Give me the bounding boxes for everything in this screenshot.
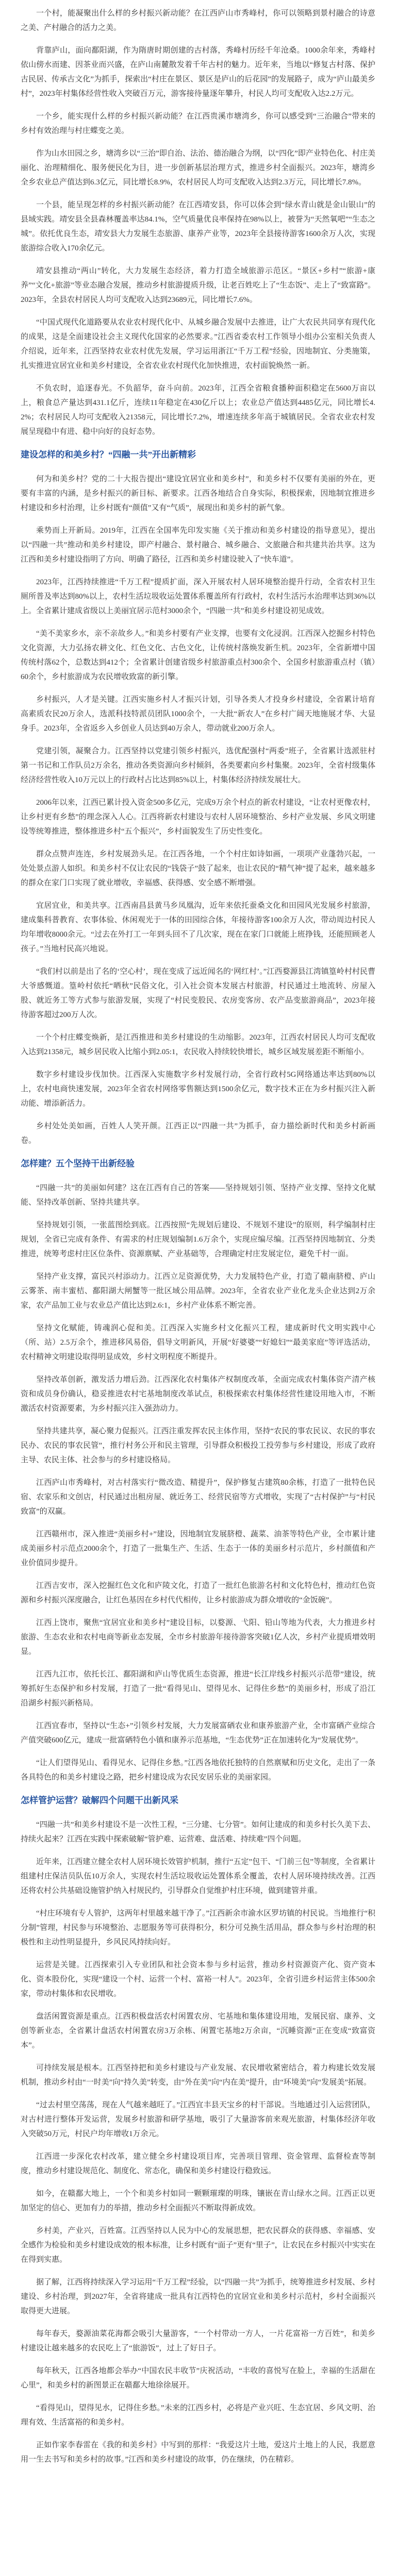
paragraph: 一个村，能凝聚出什么样的乡村振兴新动能？在江西庐山市秀峰村，你可以领略到景村融合的诗意之美、产村融合的活力之美。 (21, 9, 375, 32)
paragraph: 作为山水田园之乡，塘湾乡以“三治”即自治、法治、德治融合为纲，以“四化”即产业特色化、村庄美丽化、治理精细化、服务便民化为目，进一步创新基层治理方式，推进乡村全面振兴。2023年，塘湾乡全乡农业总产值达到6.3亿元，同比增长8.9%，农村居民人均可支配收入达到2.3万元，同比增长7.8%。 (21, 149, 375, 187)
section-heading: 建设怎样的和美乡村？“四融一共”开出新精彩 (21, 450, 196, 460)
paragraph: 据了解，江西将持续深入学习运用“千万工程”经验，以“四融一共”为抓手，统筹推进乡村发展、乡村建设、乡村治理，到2027年，全省将建成一批具有江西特色的宜居宜业和美乡村示范村，乡村全面振兴取得更大进展。 (21, 2278, 375, 2315)
paragraph: 群众点赞声连连，乡村发展劲头足。在江西各地，一个个村庄如诗如画，一项项产业蓬勃兴起，一处处景点游人如织。和美乡村不仅让农民的“钱袋子”鼓了起来，也让农民的“精气神”提了起来，越来越多的群众在家门口实现了就业增收，幸福感、获得感、安全感不断增强。 (21, 850, 375, 887)
paragraph: 坚持产业支撑，富民兴村添动力。江西立足资源优势，大力发展特色产业，打造了赣南脐橙、庐山云雾茶、南丰蜜桔、鄱阳湖大闸蟹等一批区域公用品牌。2023年，全省农业产业化龙头企业达到2万余家，农产品加工业与农业总产值比达到2.6:1，乡村产业体系不断完善。 (21, 1273, 375, 1310)
paragraph: 江西九江市，依托长江、鄱阳湖和庐山等优质生态资源，推进“长江岸线乡村振兴示范带”建设，统筹抓好生态保护和乡村发展，打造了一批“看得见山、望得见水、记得住乡愁”的美丽乡村，形成了沿江沿湖乡村振兴新格局。 (21, 1670, 375, 1707)
paragraph: “看得见山，望得见水，记得住乡愁。”未来的江西乡村，必将是产业兴旺、生态宜居、乡风文明、治理有效、生活富裕的和美乡村。 (21, 2404, 375, 2427)
paragraph: 盘活闲置资源是重点。江西积极盘活农村闲置农房、宅基地和集体建设用地，发展民宿、康养、文创等新业态，全省累计盘活农村闲置农房3万余栋、闲置宅基地2万余亩，“沉睡资源”正在变成“致富资本”。 (21, 2012, 375, 2049)
paragraph: 一个个村庄蝶变焕新，是江西推进和美乡村建设的生动缩影。2023年，江西农村居民人均可支配收入达到21358元，城乡居民收入比缩小到2.05:1，农民收入持续较快增长，城乡区域发展差距不断缩小。 (21, 1033, 375, 1056)
paragraph: “美不美家乡水，亲不亲故乡人。”和美乡村要有产业支撑，也要有文化浸润。江西深入挖掘乡村特色文化资源，大力弘扬农耕文化、红色文化、古色文化，让传统村落焕发新生机。2023年，全省新增中国传统村落62个，总数达到412个；全省累计创建省级乡村旅游重点村300余个、全国乡村旅游重点村（镇）60余个，乡村旅游成为农民增收致富的新引擎。 (21, 630, 375, 681)
paragraph: 一个县，能呈现怎样的乡村振兴新动能？在江西靖安县，你可以体会到“绿水青山就是金山银山”的县域实践。靖安县全县森林覆盖率达84.1%，空气质量优良率保持在98%以上，被誉为“天然氧吧”“生态之城”。依托优良生态，靖安县大力发展生态旅游、康养产业等，2023年全县接待游客1600余万人次，实现旅游综合收入170余亿元。 (21, 201, 375, 252)
paragraph: 江西进一步深化农村改革，建立健全乡村建设项目库，完善项目管理、资金管理、监督检查等制度，推动乡村建设规范化、制度化、常态化，确保和美乡村建设行稳致远。 (21, 2153, 375, 2175)
paragraph: “四融一共”和美乡村建设不是一次性工程，“三分建、七分管”。如何让建成的和美乡村长久美下去、持续火起来？江西在实践中探索破解“管护难、运营难、盘活难、持续难”四个问题。 (21, 1821, 375, 1843)
paragraph: 正如作家李春雷在《我的和美乡村》中写到的那样：“我爱这片土地，爱这片土地上的人民，我愿意用一生去书写和美乡村的故事。”江西和美乡村建设的故事，仍在继续，仍在精彩。 (21, 2441, 375, 2464)
paragraph: 党建引领，凝聚合力。江西坚持以党建引领乡村振兴，选优配强村“两委”班子，全省累计选派驻村第一书记和工作队员2万余名，推动各类资源向乡村倾斜，各类要素向乡村集聚。2023年，全省村级集体经济经营性收入10万元以上的行政村占比达到85%以上，村集体经济持续发展壮大。 (21, 747, 375, 784)
paragraph: 宜居宜业，和美共享。江西南昌县黄马乡凤凰沟，近年来依托蚕桑文化和田园风光发展乡村旅游，建成集科普教育、农事体验、休闲观光于一体的田园综合体，年接待游客100余万人次，带动周边村民人均年增收8000余元。“过去在外打工一年到头回不了几次家，现在在家门口就能上班挣钱，还能照顾老人孩子。”当地村民高兴地说。 (21, 902, 375, 953)
paragraph: 靖安县推动“两山”转化，大力发展生态经济，着力打造全域旅游示范区。“景区+乡村”“旅游+康养”“文化+旅游”等业态融合发展，推动乡村旅游提质升级，让老百姓吃上了“生态饭”、走上了“致富路”。2023年，全县农村居民人均可支配收入达到23689元，同比增长7.6%。 (21, 267, 375, 304)
paragraph: 2023年，江西持续推进“千万工程”提质扩面，深入开展农村人居环境整治提升行动，全省农村卫生厕所普及率达到80%以上，农村生活垃圾收运处置体系覆盖所有行政村，农村生活污水治理率达到36%以上。全省累计建成省级以上美丽宜居示范村3000余个，“四融一共”和美乡村建设初见成效。 (21, 578, 375, 615)
paragraph: “中国式现代化道路要从农业农村现代化中、从城乡融合发展中去推进，让广大农民共同享有现代化的成果，这是全面建设社会主义现代化国家的必然要求。”江西省委农村工作领导小组办公室相关负责人介绍说，近年来，江西坚持农业农村优先发展，学习运用浙江“千万工程”经验，因地制宜、分类施策，扎实推进宜居宜业和美乡村建设，全省农业农村现代化加快推进，农村面貌焕然一新。 (21, 318, 375, 370)
paragraph: 运营是关键。江西探索引入专业团队和社会资本参与乡村运营，推动乡村资源资产化、资产资本化、资本股份化，实现“建设一个村、运营一个村、富裕一村人”。2023年，全省引进乡村运营主体500余家，带动村集体和农民增收。 (21, 1961, 375, 1998)
paragraph: 可持续发展是根本。江西坚持把和美乡村建设与产业发展、农民增收紧密结合，着力构建长效发展机制，推动乡村由“一时美”向“持久美”转变，由“外在美”向“内在美”提升，由“环境美”向“发展美”拓展。 (21, 2064, 375, 2087)
paragraph: 背靠庐山，面向鄱阳湖，作为隋唐时期创建的古村落，秀峰村历经千年沧桑。1000余年来，秀峰村依山傍水而建、因茶业而兴盛，在庐山南麓散发着千年古村的魅力。近年来，当地以“修复古村落、保护古民居、传承古文化”为抓手，探索出“村庄在景区、景区是庐山的后花园”的发展路子，成为“庐山最美乡村”，2023年村集体经营性收入突破百万元，游客接待量逐年攀升，村民人均可支配收入达2.2万元。 (21, 46, 375, 98)
paragraph: 如今，在赣鄱大地上，一个个和美乡村如同一颗颗璀璨的明珠，镶嵌在青山绿水之间。江西正以更加坚定的信心、更加有力的举措，推动乡村全面振兴不断取得新成效。 (21, 2190, 375, 2212)
paragraph: 不负农时，追逐春光。不负韶华，奋斗向前。2023年，江西全省粮食播种面积稳定在5600万亩以上，粮食总产量达到431.1亿斤，连续11年稳定在430亿斤以上；农业总产值达到4485亿元，同比增长4.2%；农村居民人均可支配收入21358元，同比增长7.2%，增速连续多年高于城镇居民。全省农业农村发展呈现稳中有进、稳中向好的良好态势。 (21, 384, 375, 436)
paragraph: 乡村振兴，人才是关键。江西实施乡村人才振兴计划，引导各类人才投身乡村建设，全省累计培育高素质农民20万余人，选派科技特派员团队1000余个，一大批“新农人”在乡村广阔天地施展才华、大显身手。2023年，全省返乡入乡创业人员达到40万余人，带动就业200万余人。 (21, 696, 375, 733)
paragraph: “让人们望得见山、看得见水、记得住乡愁。”江西各地依托独特的自然禀赋和历史文化，走出了一条各具特色的和美乡村建设之路，把乡村建设成为农民安居乐业的美丽家园。 (21, 1759, 375, 1782)
paragraph: 江西庐山市秀峰村，对古村落实行“微改造、精提升”，保护修复古建筑80余栋，打造了一批特色民宿、农家乐和文创店，村民通过出租房屋、就近务工、经营民宿等方式增收，实现了“古村保护”与“村民致富”的双赢。 (21, 1479, 375, 1516)
paragraph: 江西吉安市，深入挖掘红色文化和庐陵文化，打造了一批红色旅游名村和文化特色村，推动红色资源和乡村振兴深度融合，让红色基因在乡村代代相传，让乡村旅游成为群众增收的“金饭碗”。 (21, 1582, 375, 1604)
paragraph: 坚持文化赋能，铸魂润心促和美。江西深入实施乡村文化振兴工程，建成新时代文明实践中心（所、站）2.5万余个，推进移风易俗，倡导文明新风，开展“好婆婆”“好媳妇”“最美家庭”等评选活动，农村精神文明建设取得明显成效，乡村文明程度不断提升。 (21, 1324, 375, 1361)
paragraph: 乘势而上开新局。2019年，江西在全国率先印发实施《关于推动和美乡村建设的指导意见》，提出以“四融一共”推动和美乡村建设，即产村融合、景村融合、城乡融合、文旅融合和共建共治共享。这为江西和美乡村建设指明了方向、明确了路径，江西和美乡村建设驶入了“快车道”。 (21, 527, 375, 564)
paragraph: 每年春天，婺源油菜花海都会吸引大量游客，“一个村带动一方人，一片花富裕一方百姓”，和美乡村建设让越来越多的农民吃上了“旅游饭”，过上了好日子。 (21, 2330, 375, 2352)
paragraph: 乡村美，产业兴，百姓富。江西坚持以人民为中心的发展思想，把农民群众的获得感、幸福感、安全感作为检验和美乡村建设成效的根本标准，让乡村既有“面子”更有“里子”，让农民在乡村振兴中实实在在得到实惠。 (21, 2227, 375, 2264)
paragraph: 乡村处处美如画，百姓人人笑开颜。江西正以“四融一共”为抓手，奋力描绘新时代和美乡村新画卷。 (21, 1122, 375, 1145)
paragraph: 每年秋天，江西各地都会举办“中国农民丰收节”庆祝活动，“丰收的喜悦写在脸上，幸福的生活甜在心里”，和美乡村的新图景正在赣鄱大地徐徐展开。 (21, 2367, 375, 2389)
paragraph: 江西赣州市，深入推进“美丽乡村+”建设，因地制宜发展脐橙、蔬菜、油茶等特色产业，全市累计建成美丽乡村示范点2000余个，打造了一批集生产、生活、生态于一体的美丽乡村示范片，乡村颜值和产业价值同步提升。 (21, 1530, 375, 1567)
paragraph: 江西上饶市，聚焦“宜居宜业和美乡村”建设目标，以婺源、弋阳、铅山等地为代表，大力推进乡村旅游、生态农业和农村电商等新业态发展，全市乡村旅游年接待游客突破1亿人次，乡村产业提质增效明显。 (21, 1619, 375, 1656)
paragraph: “我们村以前是出了名的‘空心村’，现在变成了远近闻名的‘网红村’。”江西婺源县江湾镇篁岭村村民曹大爷感慨道。篁岭村依托“晒秋”民俗文化，引入社会资本发展古村旅游，村民通过土地流转、房屋入股、就近务工等方式参与旅游发展，实现了“村民变股民、农房变客房、农产品变旅游商品”，2023年接待游客超过200万人次。 (21, 968, 375, 1019)
paragraph: “村庄环境有专人管护，这两年村里越来越干净了。”江西新余市渝水区罗坊镇的村民说。当地推行“积分制”管理，村民参与环境整治、志愿服务等可获得积分，积分可兑换生活用品，群众参与乡村治理的积极性和主动性明显提升，乡风民风持续向好。 (21, 1909, 375, 1946)
paragraph: “过去村里空荡荡，现在人气越来越旺了。”江西宜丰县天宝乡的村干部说。当地通过引入运营团队，对古村进行整体开发运营，发展乡村旅游和研学基地，吸引了大量游客前来观光旅游，村集体经济年收入突破50万元，村民户均年增收1万余元。 (21, 2101, 375, 2138)
paragraph: 坚持共建共享，凝心聚力促振兴。江西注重发挥农民主体作用，坚持“农民的事农民议、农民的事农民办、农民的事农民管”，推行村务公开和民主管理，引导群众积极投工投劳参与乡村建设，形成了政府主导、农民主体、社会参与的乡村建设格局。 (21, 1427, 375, 1464)
paragraph: 近年来，江西建立健全农村人居环境长效管护机制，推行“五定”包干、“门前三包”等制度，全省累计组建村庄保洁员队伍10万余人，实现农村生活垃圾收运处置体系全覆盖，农村人居环境持续改善。江西还将农村公共基础设施管护纳入村规民约，引导群众自觉维护村庄环境，做到建管并重。 (21, 1858, 375, 1895)
paragraph: 江西宜春市，坚持以“生态+”引领乡村发展，大力发展富硒农业和康养旅游产业，全市富硒产业综合产值突破600亿元，建成一批富硒特色小镇和康养示范基地，“生态优势”正在加速转化为“发展优势”。 (21, 1722, 375, 1744)
section-heading: 怎样管护运营？破解四个问题干出新风采 (21, 1795, 178, 1805)
paragraph: 一个乡，能实现什么样的乡村振兴新动能？在江西贵溪市塘湾乡，你可以感受到“三治融合”带来的乡村有效治理与村庄蝶变之美。 (21, 112, 375, 135)
paragraph: “四融一共”的美丽如何建？这在江西有自己的答案——坚持规划引领、坚持产业支撑、坚持文化赋能、坚持改革创新、坚持共建共享。 (21, 1184, 375, 1207)
paragraph: 坚持规划引领，一张蓝图绘到底。江西按照“先规划后建设、不规划不建设”的原则，科学编制村庄规划，全省已完成有条件、有需求的村庄规划编制1.6万余个，实现应编尽编。江西坚持因地制宜、分类推进，统筹考虑村庄区位条件、资源禀赋、产业基础等，合理确定村庄发展定位，避免千村一面。 (21, 1221, 375, 1258)
paragraph: 2006年以来，江西已累计投入资金500多亿元，完成9万余个村点的新农村建设，“让农村更像农村，让乡村更有乡愁”的理念深入人心。江西将新农村建设与农村人居环境整治、乡村产业发展、乡风文明建设等统筹推进，整体推进乡村“五个振兴”，乡村面貌发生了历史性变化。 (21, 799, 375, 836)
paragraph: 数字乡村建设步伐加快。江西深入实施数字乡村发展行动，全省行政村5G网络通达率达到80%以上，农村电商快速发展，2023年全省农村网络零售额达到1500余亿元，数字技术正在为乡村振兴注入新动能、增添新活力。 (21, 1071, 375, 1108)
paragraph: 何为和美乡村？党的二十大报告提出“建设宜居宜业和美乡村”，和美乡村不仅要有美丽的外在，更要有丰富的内涵，是乡村振兴的新目标、新要求。江西各地结合自身实际，积极探索，因地制宜推进乡村建设和乡村治理，让乡村既有“颜值”又有“气质”，展现出和美乡村的新气象。 (21, 475, 375, 512)
section-heading: 怎样建？五个坚持干出新经验 (21, 1159, 135, 1168)
paragraph: 坚持改革创新，激发活力增后劲。江西深化农村集体产权制度改革，全面完成农村集体资产清产核资和成员身份确认，稳妥推进农村宅基地制度改革试点，积极探索农村集体经营性建设用地入市，不断激活农村资源要素，为乡村振兴注入强劲动力。 (21, 1376, 375, 1413)
